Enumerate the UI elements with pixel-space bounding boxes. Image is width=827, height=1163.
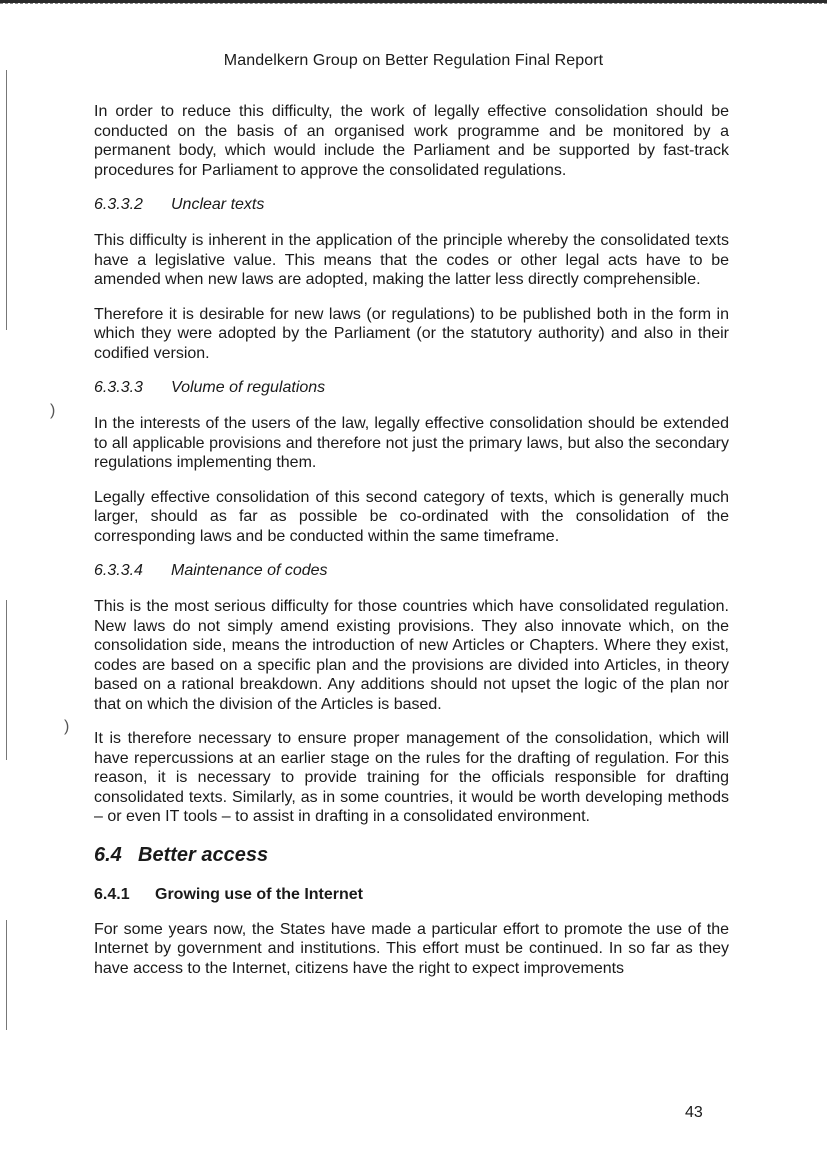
section-number: 6.4.1 <box>94 885 130 903</box>
left-scan-edge <box>6 920 7 1030</box>
section-number: 6.3.3.4 <box>94 562 143 579</box>
section-heading <box>94 195 729 215</box>
top-scan-dash <box>0 3 827 4</box>
section-title: Volume of regulations <box>171 379 326 396</box>
body-paragraph: Therefore it is desirable for new laws (or regulations) to be published both in the form in which they were adopted by the Parliament (or the statutory authority) and also in their codified version. <box>94 305 729 362</box>
section-title: Growing use of the Internet <box>155 885 364 903</box>
left-scan-edge <box>6 600 7 760</box>
body-paragraph: This is the most serious difficulty for those countries which have consolidated regulation. New laws do not simply amend existing provisions. They also innovate which, on the consolidation side, means the introduction of new Articles or Chapters. Where they exist, codes are based on a specific plan and the provisions are divided into Articles, in theory based on a rational breakdown. Any additions should not upset the logic of the plan nor that on which the division of the Articles is based. <box>94 598 729 713</box>
section-title: Maintenance of codes <box>171 562 328 579</box>
body-paragraph: For some years now, the States have made a particular effort to promote the use of the Internet by government and institutions. This effort must be continued. In so far as they have access to the Internet, citizens have the right to expect improvements <box>94 920 729 977</box>
section-heading <box>94 561 729 581</box>
section-heading <box>94 843 729 867</box>
section-heading <box>94 378 729 398</box>
section-heading <box>94 885 729 905</box>
section-number: 6.3.3.3 <box>94 379 143 396</box>
punch-hole-mark: ) <box>64 718 70 735</box>
document-body <box>94 102 729 993</box>
punch-hole-mark: ) <box>50 402 56 419</box>
body-paragraph: In order to reduce this difficulty, the work of legally effective consolidation should be conducted on the basis of an organised work programme and be monitored by a permanent body, which would include the Parliament and be supported by fast-track procedures for Parliament to approve the consolidated regulations. <box>94 103 729 179</box>
body-paragraph: It is therefore necessary to ensure proper management of the consolidation, which will have repercussions at an earlier stage on the rules for the drafting of regulation. For this reason, it is necessary to provide training for the officials responsible for drafting consolidated texts. Similarly, as in some countries, it would be worth developing methods – or even IT tools – to assist in drafting in a consolidated environment. <box>94 730 729 825</box>
section-number: 6.4 <box>94 843 122 866</box>
body-paragraph: In the interests of the users of the law, legally effective consolidation should be extended to all applicable provisions and therefore not just the primary laws, but also the secondary regulations implementing them. <box>94 415 729 471</box>
body-paragraph: This difficulty is inherent in the application of the principle whereby the consolidated texts have a legislative value. This means that the codes or other legal acts have to be amended when new laws are adopted, making the latter less directly comprehensible. <box>94 232 729 288</box>
section-title: Better access <box>138 843 269 866</box>
page-number: 43 <box>685 1104 703 1121</box>
left-scan-edge <box>6 70 7 330</box>
body-paragraph: Legally effective consolidation of this second category of texts, which is generally much larger, should as far as possible be co-ordinated with the consolidation of the corresponding laws and be conducted within the same timeframe. <box>94 488 729 545</box>
section-title: Unclear texts <box>171 196 265 213</box>
section-number: 6.3.3.2 <box>94 196 143 213</box>
running-header: Mandelkern Group on Better Regulation Final Report <box>223 52 604 69</box>
